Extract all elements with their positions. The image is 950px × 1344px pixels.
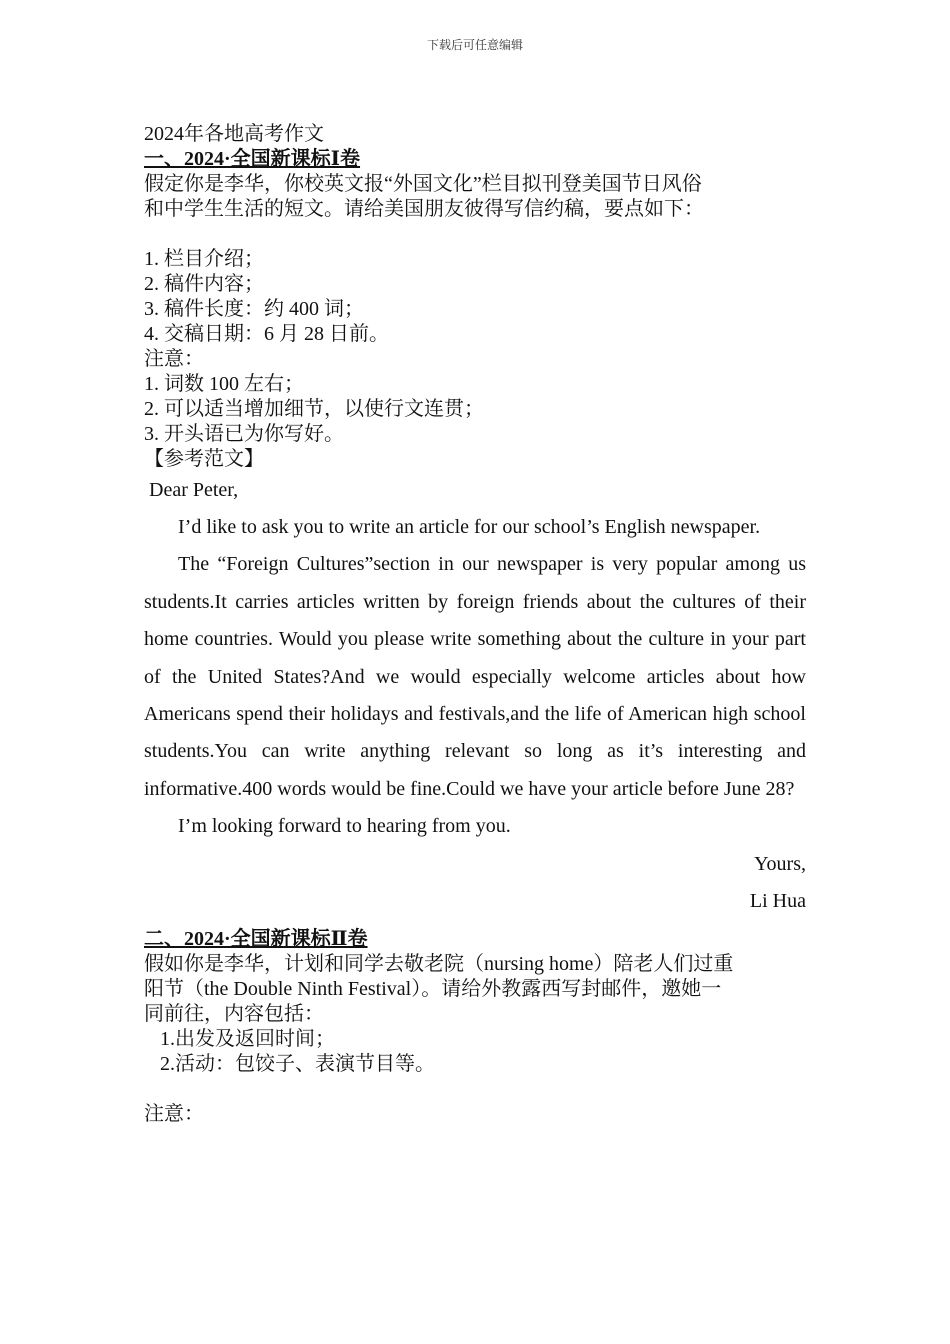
- section1-note: 1. 词数 100 左右；: [144, 373, 304, 395]
- section1-prompt-line2: 和中学生生活的短文。请给美国朋友彼得写信约稿，要点如下：: [144, 198, 704, 220]
- section1-point: 4. 交稿日期：6 月 28 日前。: [144, 323, 389, 345]
- document-body: [144, 122, 806, 1127]
- letter-paragraph: I’d like to ask you to write an article for our school’s English newspaper.: [178, 516, 761, 538]
- section2-item: 2.活动：包饺子、表演节目等。: [160, 1053, 435, 1076]
- section1-point: 2. 稿件内容；: [144, 273, 264, 295]
- page-header-note: 下载后可任意编辑: [426, 38, 523, 52]
- section2-item: 1.出发及返回时间；: [160, 1028, 335, 1051]
- section1-point: 3. 稿件长度：约 400 词；: [144, 298, 364, 320]
- letter-salutation: Dear Peter,: [149, 479, 239, 501]
- section1-heading: 一、2024·全国新课标Ⅰ卷: [144, 148, 361, 170]
- document-title: 2024年各地高考作文: [144, 123, 324, 145]
- letter-paragraph: The “Foreign Cultures”section in our newspaper is very popular among us students.It carries articles written by foreign friends about the cultures of their home countries. Would you please write something about the culture in your part of the United States?And we would especially welcome articles about how Americans spend their holidays and festivals,and the life of American high school students.You can write anything relevant so long as it’s interesting and informative.400 words would be fine.Could we have your article before June 28?: [144, 553, 806, 800]
- section2-prompt-line3: 同前往，内容包括：: [144, 1003, 324, 1026]
- section1-prompt-line1: 假定你是李华，你校英文报“外国文化”栏目拟刊登美国节日风俗: [144, 173, 702, 195]
- section1-note: 2. 可以适当增加细节，以使行文连贯；: [144, 398, 484, 420]
- section1-note: 3. 开头语已为你写好。: [144, 423, 344, 445]
- blank-line: [144, 222, 806, 247]
- blank-line: [144, 1077, 806, 1102]
- section2-notes-label: 注意：: [144, 1103, 204, 1126]
- section2-heading: 二、2024·全国新课标Ⅱ卷: [144, 928, 368, 951]
- letter-closing: Yours,: [754, 852, 806, 875]
- sample-essay-label: 【参考范文】: [144, 448, 264, 470]
- section1-notes-label: 注意：: [144, 348, 204, 370]
- letter-paragraph: I’m looking forward to hearing from you.: [178, 815, 511, 838]
- section1-point: 1. 栏目介绍；: [144, 248, 264, 270]
- letter-signature: Li Hua: [749, 890, 806, 913]
- section2-prompt-line1: 假如你是李华，计划和同学去敬老院（nursing home）陪老人们过重: [144, 953, 734, 976]
- section2-prompt-line2: 阳节（the Double Ninth Festival）。请给外教露西写封邮件，邀她一: [144, 978, 722, 1001]
